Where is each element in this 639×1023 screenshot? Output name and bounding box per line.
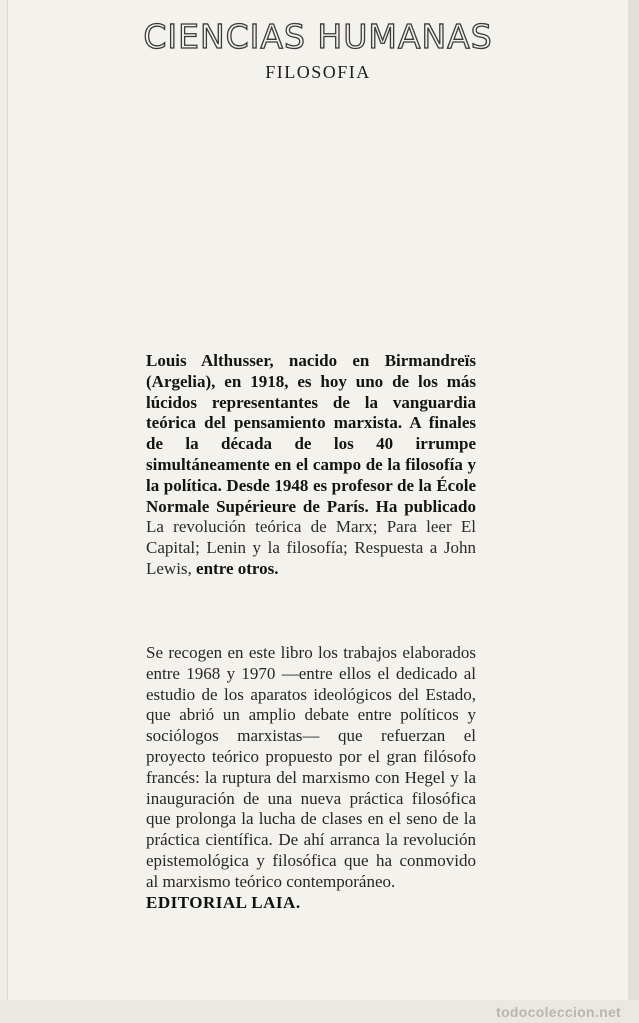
series-title: CIENCIAS HUMANAS <box>143 17 493 56</box>
watermark: todocoleccion.net <box>496 1004 621 1020</box>
author-bio <box>146 351 476 580</box>
book-description <box>146 643 476 913</box>
author-bio-end: entre otros. <box>191 558 279 578</box>
publisher-name: EDITORIAL LAIA. <box>146 892 301 912</box>
cover-edge <box>628 0 639 1000</box>
author-works: La revolución teórica de Marx; Para leer El Capital; Lenin y la filosofía; Respuesta a John Lewis, <box>146 517 476 578</box>
description-text: Se recogen en este libro los trabajos elaborados entre 1968 y 1970 —entre ellos el dedicado al estudio de los aparatos ideológicos del Estado, que abrió un amplio debate entre políticos y sociólogos marxistas— que refuerzan el proyecto teórico propuesto por el gran filósofo francés: la ruptura del marxismo con Hegel y la inauguración de una nueva práctica filosófica que prolonga la lucha de clases en el seno de la práctica científica. De ahí arranca la revolución epistemológica y filosófica que ha conmovido al marxismo teórico contemporáneo. <box>146 643 476 891</box>
author-bio-text: Louis Althusser, nacido en Birmandreïs (Argelia), en 1918, es hoy uno de los más lúcidos representantes de la vanguardia teórica del pensamiento marxista. A finales de la década de los 40 irrumpe simultáneamente en el campo de la filosofía y la política. Desde 1948 es profesor de la École Normale Supérieure de París. Ha publicado <box>146 351 476 516</box>
series-subtitle: FILOSOFIA <box>265 62 371 82</box>
book-back-cover <box>8 0 628 1000</box>
